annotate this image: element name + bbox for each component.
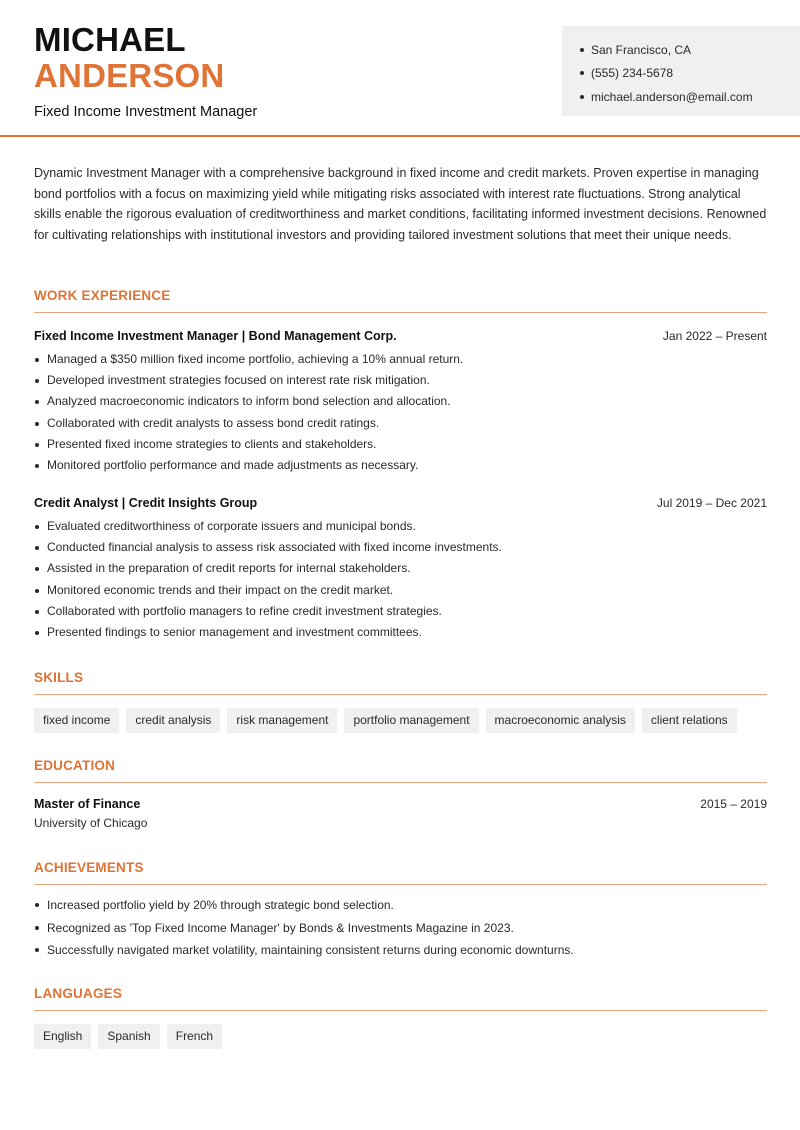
job-bullets bbox=[34, 349, 767, 476]
bullet-icon bbox=[580, 71, 584, 75]
list-item: Collaborated with credit analysts to assess bond credit ratings. bbox=[34, 413, 767, 434]
education-school: University of Chicago bbox=[34, 816, 148, 830]
skill-chip: fixed income bbox=[34, 708, 119, 733]
job-bullets bbox=[34, 516, 767, 643]
achievements-list bbox=[34, 894, 767, 962]
list-item: Monitored economic trends and their impact on the credit market. bbox=[34, 580, 767, 601]
education-header bbox=[34, 797, 767, 811]
list-item: Recognized as 'Top Fixed Income Manager' by Bonds & Investments Magazine in 2023. bbox=[34, 917, 767, 940]
job-role: Fixed Income Investment Manager | Bond Management Corp. bbox=[34, 329, 397, 343]
skill-chip: portfolio management bbox=[344, 708, 478, 733]
job-header bbox=[34, 496, 767, 510]
list-item: Increased portfolio yield by 20% through strategic bond selection. bbox=[34, 894, 767, 917]
achievements-section bbox=[34, 860, 767, 962]
list-item: Presented fixed income strategies to clients and stakeholders. bbox=[34, 434, 767, 455]
list-item: Presented findings to senior management and investment committees. bbox=[34, 622, 767, 643]
job-dates: Jul 2019 – Dec 2021 bbox=[656, 496, 767, 510]
list-item: Managed a $350 million fixed income portfolio, achieving a 10% annual return. bbox=[34, 349, 767, 370]
job-title: Fixed Income Investment Manager bbox=[34, 104, 258, 120]
languages-chips bbox=[34, 1024, 767, 1049]
bullet-icon bbox=[580, 48, 584, 52]
list-item: Evaluated creditworthiness of corporate issuers and municipal bonds. bbox=[34, 516, 767, 537]
language-chip: Spanish bbox=[98, 1024, 159, 1049]
skill-chip: risk management bbox=[227, 708, 337, 733]
skill-chip: credit analysis bbox=[126, 708, 220, 733]
skill-chip: macroeconomic analysis bbox=[486, 708, 635, 733]
skills-chips bbox=[34, 708, 767, 733]
education-section bbox=[34, 758, 767, 830]
contact-box bbox=[562, 26, 800, 116]
list-item: Collaborated with portfolio managers to refine credit investment strategies. bbox=[34, 601, 767, 622]
job-dates: Jan 2022 – Present bbox=[662, 329, 767, 343]
list-item: Conducted financial analysis to assess risk associated with fixed income investments. bbox=[34, 537, 767, 558]
job-entry bbox=[34, 329, 767, 476]
education-dates: 2015 – 2019 bbox=[700, 797, 767, 811]
education-degree: Master of Finance bbox=[34, 797, 141, 811]
section-title-work: WORK EXPERIENCE bbox=[34, 288, 767, 313]
languages-section bbox=[34, 986, 767, 1049]
skills-section bbox=[34, 670, 767, 733]
contact-phone-text: (555) 234-5678 bbox=[591, 66, 674, 81]
job-entry bbox=[34, 496, 767, 643]
skill-chip: client relations bbox=[642, 708, 737, 733]
language-chip: French bbox=[167, 1024, 222, 1049]
work-experience-section bbox=[34, 288, 767, 313]
language-chip: English bbox=[34, 1024, 91, 1049]
section-title-education: EDUCATION bbox=[34, 758, 767, 783]
section-title-skills: SKILLS bbox=[34, 670, 767, 695]
section-title-languages: LANGUAGES bbox=[34, 986, 767, 1011]
contact-email bbox=[580, 85, 800, 109]
list-item: Successfully navigated market volatility, maintaining consistent returns during economic downturns. bbox=[34, 939, 767, 962]
contact-location-text: San Francisco, CA bbox=[591, 42, 692, 57]
summary: Dynamic Investment Manager with a comprehensive background in fixed income and credit markets. Proven expertise in managing bond portfolios with a focus on maximizing yield while mitigating risks associated with interest rate fluctuations. Strong analytical skills enable the rigorous evaluation of creditworthiness and market conditions, facilitating informed investment decisions. Renowned for cultivating relationships with institutional investors and providing tailored investment solutions that meet their unique needs. bbox=[34, 166, 767, 242]
contact-email-text: michael.anderson@email.com bbox=[591, 89, 753, 104]
list-item: Analyzed macroeconomic indicators to inform bond selection and allocation. bbox=[34, 391, 767, 412]
job-role: Credit Analyst | Credit Insights Group bbox=[34, 496, 258, 510]
job-header bbox=[34, 329, 767, 343]
contact-phone bbox=[580, 62, 800, 86]
last-name: ANDERSON bbox=[34, 57, 225, 94]
first-name: MICHAEL bbox=[34, 21, 186, 58]
contact-location bbox=[580, 38, 800, 62]
bullet-icon bbox=[580, 95, 584, 99]
resume-header bbox=[0, 0, 800, 137]
name-block bbox=[34, 22, 257, 120]
section-title-achievements: ACHIEVEMENTS bbox=[34, 860, 767, 885]
list-item: Monitored portfolio performance and made adjustments as necessary. bbox=[34, 455, 767, 476]
list-item: Developed investment strategies focused on interest rate risk mitigation. bbox=[34, 370, 767, 391]
list-item: Assisted in the preparation of credit reports for internal stakeholders. bbox=[34, 558, 767, 579]
